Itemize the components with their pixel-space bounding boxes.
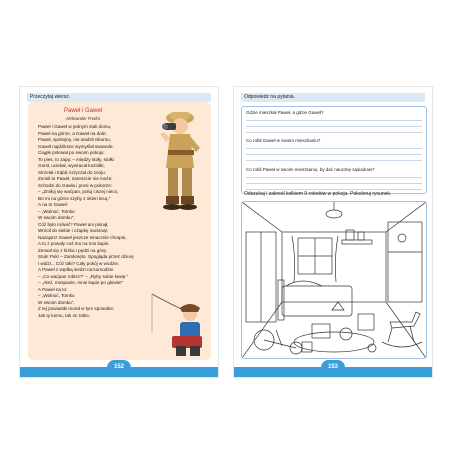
poem-line: A tu z powały coś mu na nos kapie.: [38, 241, 110, 246]
right-instruction: Odpowiedz na pytania.: [241, 93, 425, 102]
poem-line: Jak ty komu, tak on tobie.: [38, 312, 91, 318]
poem-line: Paweł na górze, a Gaweł na dole;: [38, 130, 107, 136]
poem-line: – „Wolnoć, Tomku: [38, 208, 75, 214]
question-1: Gdzie mieszkał Paweł, a gdzie Gaweł?: [246, 110, 324, 115]
poem-line: Strzelał i trąbił, krzyczał do znoju.: [38, 169, 106, 175]
poem-line: A na to Gaweł:: [38, 202, 68, 207]
answer-line: [246, 160, 422, 161]
poem-line: – „Wolnoć, Tomku: [38, 293, 75, 298]
poem-line: A Paweł z wędką siedzi na komodzie.: [38, 267, 115, 272]
poem-line: – „Co waćpan robisz?" – „Ryby sobie łowię.": [38, 273, 129, 279]
poem-line: Gonił, uciekał, wywracał koziołki,: [38, 163, 105, 168]
poem-line: I widzi... Cóż taki? Cały pokój w wodzie,: [38, 260, 120, 266]
question-3: Co robił Paweł w swoim mieszkaniu, by dać nauczkę sąsiadowi?: [246, 167, 375, 172]
poem-line: Cóż było mówić? Paweł ani pisnął,: [38, 221, 109, 227]
poem-title: Paweł i Gaweł: [63, 108, 102, 114]
poem-line: Ciągle polował po swoim pokoju:: [38, 150, 105, 155]
answer-line: [246, 126, 422, 127]
answer-line: [246, 120, 422, 121]
poem-line: Z tej powiastki morał w tym sposobie:: [38, 306, 115, 311]
poem-line: – „Ależ, mospanie, mnie kapie po głowie!": [38, 280, 124, 285]
poem-line: W swoim domku".: [38, 299, 75, 305]
answer-line: [246, 183, 422, 184]
poem-author: Aleksander Fredro: [65, 116, 101, 121]
poem-line: To pies, to zając – między stoły, stołki: [38, 156, 114, 162]
poem-line: Paweł i Gaweł w jednym stali domu,: [38, 124, 112, 129]
right-page: [234, 87, 432, 377]
poem-line: Wrócił do siebie i czapkę nacisnął.: [38, 228, 108, 233]
poem-line: Schodzi do Gawła i prosi w pokorze:: [38, 182, 113, 188]
room-line-drawing: [242, 202, 426, 358]
answer-line: [246, 148, 422, 149]
poem-line: – „Zmiłuj się waćpan, poluj ciszej nieco,: [38, 189, 119, 194]
left-page: [20, 87, 218, 377]
picture-instruction: Odszukaj i zakreśl kolkiem 9 robotów w pokoju. Pokoloruj rysunek.: [244, 191, 392, 197]
poem-line: Zerwał się z łóżka i pędzi na górę.: [38, 247, 108, 253]
answer-line: [246, 132, 422, 133]
poem-box: [28, 102, 211, 360]
poem-line: Bo mi na górze szyby z okien lecą.": [38, 195, 111, 201]
coloring-picture: [241, 201, 427, 359]
poem-line: Stuk! Puk! – Zamknięto. Spogląda przez dziurę: [38, 254, 134, 259]
poem-line: Gaweł najdziksze wymyślał swawole.: [38, 143, 114, 149]
answer-line: [246, 154, 422, 155]
poem-line: Nazajutrz Gaweł jeszcze smacznie chrapie,: [38, 234, 127, 240]
poem-line: Paweł, spokojny, nie wadził nikomu,: [38, 137, 111, 142]
question-2: Co robił Gaweł w swoim mieszkaniu?: [246, 138, 321, 143]
right-page-number: 153: [321, 360, 345, 375]
questions-box: [241, 106, 427, 194]
left-page-number: 152: [107, 360, 131, 375]
left-instruction: Przeczytaj wiersz.: [27, 93, 211, 102]
gawel-illustration: [156, 108, 208, 216]
pawel-illustration: [150, 292, 208, 358]
poem-line: A Paweł na to:: [38, 286, 68, 292]
poem-line: W swoim domku".: [38, 215, 75, 220]
poem-line: Znosił to Paweł, nareszcie nie może;: [38, 176, 113, 181]
poem-text: [38, 124, 158, 319]
answer-line: [246, 177, 422, 178]
